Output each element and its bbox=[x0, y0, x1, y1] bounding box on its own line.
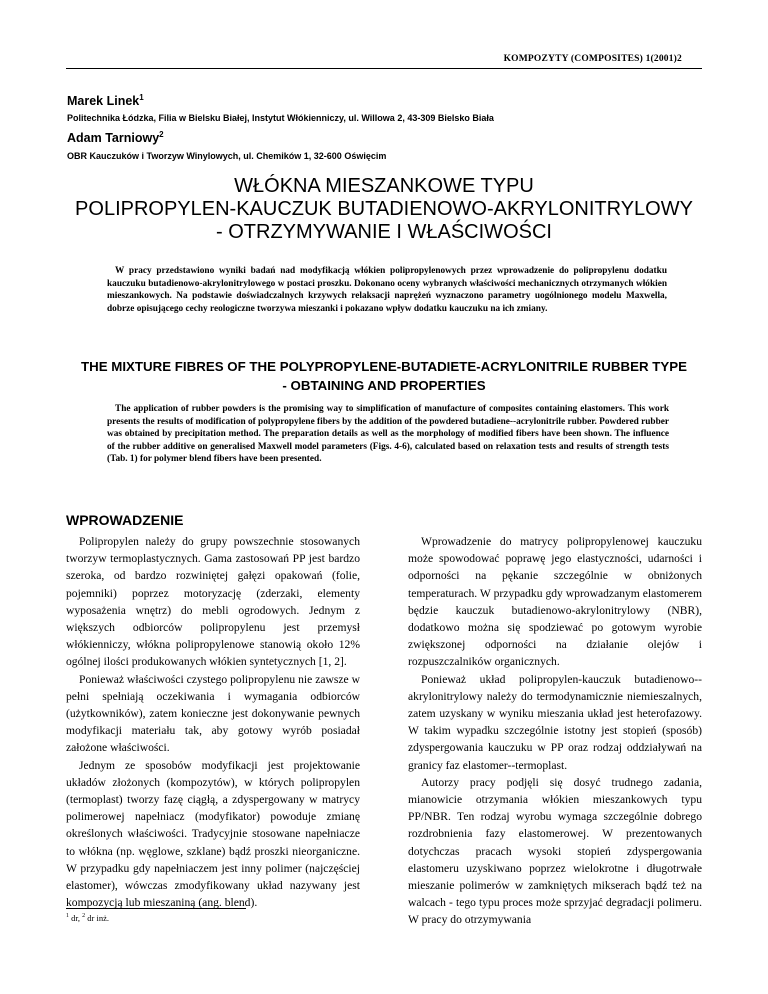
body-column-left bbox=[66, 533, 360, 911]
author-1-name: Marek Linek bbox=[67, 94, 140, 108]
footnote-text-2: dr inż. bbox=[87, 913, 109, 923]
author-2-name: Adam Tarniowy bbox=[67, 131, 160, 145]
paragraph: Ponieważ układ polipropylen-kauczuk butadienowo--akrylonitrylowy należy do termodynamicznie niemieszalnych, zatem uzyskany w wyniku mieszania układ jest heterofazowy. W takim wypadku szczególnie istotny jest stopień (sposób) zdyspergowania kauczuku w PP oraz rodzaj oddziaływań na granicy faz elastomer--termoplast. bbox=[408, 672, 702, 772]
author-2 bbox=[67, 131, 164, 145]
title-pl-line-2: POLIPROPYLEN-KAUCZUK BUTADIENOWO-AKRYLONITRYLOWY bbox=[75, 198, 693, 220]
section-heading: WPROWADZENIE bbox=[66, 512, 184, 528]
footnote-text-1: dr, bbox=[71, 913, 80, 923]
affiliation-1: Politechnika Łódzka, Filia w Bielsku Białej, Instytut Włókienniczy, ul. Willowa 2, 43-309 Bielsko Biała bbox=[67, 113, 494, 123]
author-1 bbox=[67, 94, 144, 108]
footnote-sup-2: 2 bbox=[82, 913, 86, 920]
abstract-english: The application of rubber powders is the promising way to simplification of manufacture of composites containing elastomers. This work presents the results of modification of polypropylene fibers by the addition of the powdered butadiene--acrylonitrile rubber. Powdered rubber was obtained by precipitation method. The preparation details as well as the morphology of modified fibers have been shown. The influence of the rubber additive on generalised Maxwell model parameters (Figs. 4-6), calculated based on relaxation tests and results of strength tests (Tab. 1) for polymer blend fibers have been presented. bbox=[107, 404, 669, 465]
title-pl-line-1: WŁÓKNA MIESZANKOWE TYPU bbox=[234, 175, 534, 197]
author-1-sup: 1 bbox=[139, 92, 144, 102]
body-column-right bbox=[408, 533, 702, 929]
title-en-line-2: - OBTAINING AND PROPERTIES bbox=[282, 378, 486, 393]
title-pl-line-3: - OTRZYMYWANIE I WŁAŚCIWOŚCI bbox=[216, 221, 552, 243]
footnote bbox=[66, 913, 109, 923]
affiliation-2: OBR Kauczuków i Tworzyw Winylowych, ul. Chemików 1, 32-600 Oświęcim bbox=[67, 151, 387, 161]
title-en-line-1: THE MIXTURE FIBRES OF THE POLYPROPYLENE-BUTADIETE-ACRYLONITRILE RUBBER TYPE bbox=[80, 359, 688, 374]
paragraph: Ponieważ właściwości czystego polipropylenu nie zawsze w pełni spełniają oczekiwania i wymagania odbiorców (użytkowników), zatem konieczne jest dokonywanie pewnych modyfikacji materiału tak, aby gotowy wyrób posiadał założone właściwości. bbox=[66, 672, 360, 755]
header-rule bbox=[66, 68, 702, 69]
paragraph: Polipropylen należy do grupy powszechnie stosowanych tworzyw termoplastycznych. Gama zastosowań PP jest bardzo szeroka, od bardzo rozwiniętej gałęzi opakowań (folie, pojemniki) poprzez motoryzację (zderzaki, elementy wyposażenia wnętrz) do mebli ogrodowych. Jednym z większych odbiorców polipropylenu jest przemysł włókienniczy, włókna polipropylenowe stanowią około 12% ogólnej ilości produkowanych włókien syntetycznych [1, 2]. bbox=[66, 535, 360, 669]
paragraph: Autorzy pracy podjęli się dosyć trudnego zadania, mianowicie otrzymania włókien mieszankowych typu PP/NBR. Ten rodzaj wyrobu wymaga szczególnie dobrego rozdrobnienia fazy elastomerowej. W prezentowanych dotychczas pracach wysoki stopień zdyspergowania elastomeru uzyskiwano poprzez wielokrotne i długotrwałe mieszanie polimerów w zamkniętych mikserach bądź też na walcach - tego typu proces może sprzyjać degradacji polimeru. W pracy do otrzymywania bbox=[408, 775, 702, 927]
paragraph: Wprowadzenie do matrycy polipropylenowej kauczuku może spowodować poprawę jego elastyczności, udarności i odporności na pękanie szczególnie w obniżonych temperaturach. W przypadku gdy wprowadzanym elastomerem będzie kauczuk butadienowo-akrylonitrylowy (NBR), dodatkowo można się spodziewać po gotowym wyrobie zwiększonej odporności na działanie olejów i rozpuszczalników organicznych. bbox=[408, 535, 702, 669]
journal-header: KOMPOZYTY (COMPOSITES) 1(2001)2 bbox=[503, 54, 682, 64]
abstract-polish: W pracy przedstawiono wyniki badań nad modyfikacją włókien polipropylenowych przez wprowadzenie do polipropylenu dodatku kauczuku butadienowo-akrylonitrylowego w postaci proszku. Dokonano oceny wybranych właściwości mechanicznych otrzymanych włókien mieszankowych. Na podstawie doświadczalnych krzywych relaksacji naprężeń wyznaczono parametry uogólnionego modelu Maxwella, dobrze opisującego cechy reologiczne tworzywa mieszanki i pokazano wpływ dodatku kauczuku na ich zmiany. bbox=[107, 266, 667, 314]
title-polish bbox=[66, 175, 702, 244]
footnote-rule bbox=[66, 908, 246, 909]
footnote-sup-1: 1 bbox=[66, 913, 69, 920]
paragraph: Jednym ze sposobów modyfikacji jest projektowanie układów złożonych (kompozytów), w których polipropylen (termoplast) tworzy fazę ciągłą, a zdyspergowany w matrycy polimerowej napełniacz (modyfikator) powoduje zmianę określonych właściwości. Tradycyjnie stosowane napełniacze to włókna (np. węglowe, szklane) bądź proszki nieorganiczne. W przypadku gdy napełniaczem jest inny polimer (najczęściej elastomer), wówczas zmodyfikowany układ nazywany jest kompozycją lub mieszaniną (ang. blend). bbox=[66, 758, 360, 910]
title-english bbox=[66, 357, 702, 395]
author-2-sup: 2 bbox=[159, 129, 164, 139]
